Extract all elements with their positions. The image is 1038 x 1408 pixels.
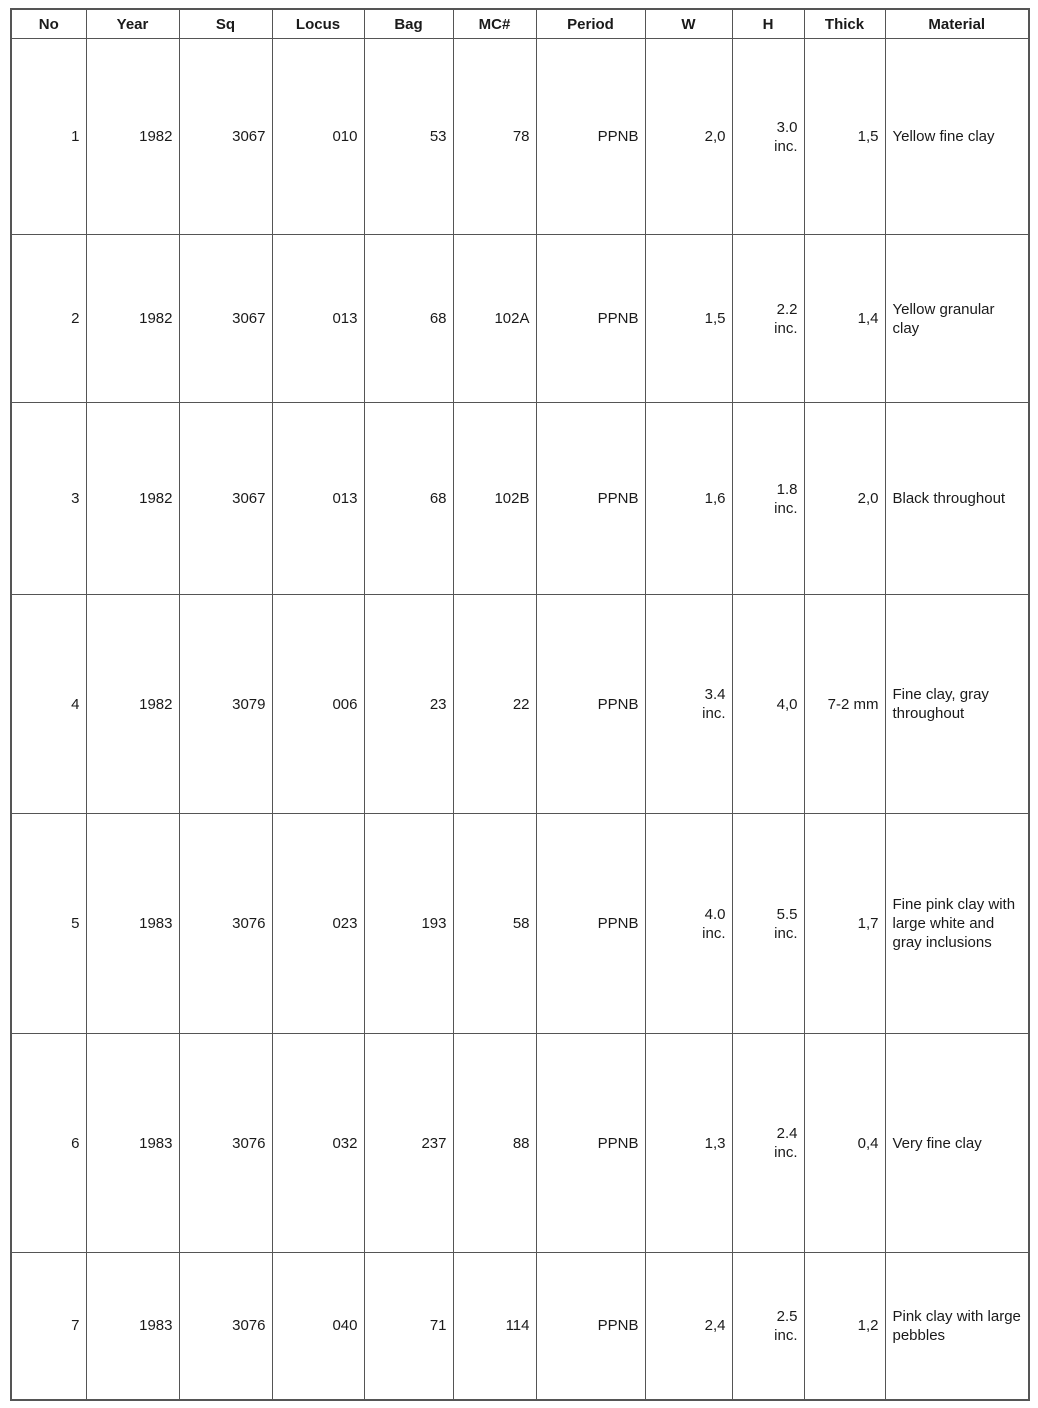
cell-w-note: inc.	[702, 924, 726, 942]
column-header-year: Year	[86, 9, 179, 39]
cell-h-note: inc.	[774, 1326, 798, 1344]
cell-bag-value: 237	[421, 1134, 447, 1152]
cell-year	[86, 595, 179, 814]
column-header-w: W	[645, 9, 732, 39]
cell-mc-value: 102A	[494, 310, 530, 327]
cell-period	[536, 235, 645, 403]
cell-sq-value: 3076	[232, 1317, 266, 1335]
cell-sq	[179, 814, 272, 1034]
cell-year-value: 1983	[139, 1317, 173, 1335]
cell-h-value: 2.2	[776, 300, 798, 318]
cell-year	[86, 814, 179, 1034]
cell-h	[732, 403, 804, 595]
cell-sq-value: 3067	[232, 310, 266, 327]
cell-bag-value: 53	[429, 128, 447, 145]
header-row	[11, 9, 1029, 39]
cell-mc	[453, 403, 536, 595]
cell-year	[86, 1253, 179, 1400]
cell-material	[885, 595, 1029, 814]
cell-h	[732, 235, 804, 403]
cell-w	[645, 814, 732, 1034]
cell-period	[536, 1253, 645, 1400]
cell-h-value: 2.5	[776, 1307, 798, 1325]
cell-thick-value: 1,2	[857, 1317, 879, 1335]
cell-material	[885, 814, 1029, 1034]
cell-h	[732, 595, 804, 814]
cell-locus-value: 013	[332, 310, 358, 327]
cell-mc	[453, 1253, 536, 1400]
cell-mc-value: 114	[505, 1317, 530, 1335]
cell-w	[645, 235, 732, 403]
cell-h-note: inc.	[774, 924, 798, 942]
cell-thick	[804, 814, 885, 1034]
cell-sq	[179, 1034, 272, 1253]
cell-sq-value: 3067	[232, 128, 266, 145]
cell-sq	[179, 1253, 272, 1400]
cell-thick-value: 1,4	[857, 310, 879, 327]
cell-locus	[272, 235, 364, 403]
cell-locus	[272, 595, 364, 814]
cell-mc	[453, 1034, 536, 1253]
cell-locus	[272, 1253, 364, 1400]
cell-material	[885, 1253, 1029, 1400]
cell-bag-value: 23	[429, 695, 447, 713]
cell-w	[645, 1253, 732, 1400]
cell-h-value: 5.5	[776, 905, 798, 923]
cell-year-value: 1983	[139, 915, 173, 932]
cell-period-value: PPNB	[597, 695, 639, 713]
cell-period-value: PPNB	[597, 128, 639, 145]
cell-bag-value: 68	[429, 490, 447, 507]
cell-bag	[364, 1253, 453, 1400]
column-header-locus: Locus	[272, 9, 364, 39]
cell-no-value: 2	[71, 310, 80, 327]
cell-period-value: PPNB	[597, 915, 639, 932]
table-row	[11, 235, 1029, 403]
cell-w-value: 1,6	[704, 490, 726, 507]
cell-material-value: Fine clay, gray throughout	[892, 686, 989, 722]
cell-bag	[364, 403, 453, 595]
column-header-no: No	[11, 9, 86, 39]
cell-bag-value: 71	[429, 1317, 447, 1335]
cell-thick-value: 7-2 mm	[827, 695, 879, 713]
cell-h-value: 4,0	[776, 695, 798, 713]
cell-locus-value: 010	[332, 128, 358, 145]
cell-locus-value: 013	[332, 490, 358, 507]
cell-material	[885, 235, 1029, 403]
column-header-material: Material	[885, 9, 1029, 39]
cell-h-note: inc.	[774, 499, 798, 517]
cell-material	[885, 1034, 1029, 1253]
cell-period-value: PPNB	[597, 1317, 639, 1335]
cell-no	[11, 1253, 86, 1400]
cell-w	[645, 403, 732, 595]
cell-material-value: Very fine clay	[892, 1134, 982, 1152]
cell-h	[732, 814, 804, 1034]
cell-mc	[453, 235, 536, 403]
cell-mc-value: 88	[512, 1134, 530, 1152]
cell-h-note: inc.	[774, 1144, 798, 1161]
table-row	[11, 595, 1029, 814]
cell-year	[86, 235, 179, 403]
cell-year-value: 1982	[139, 310, 173, 327]
cell-no	[11, 403, 86, 595]
cell-thick	[804, 235, 885, 403]
cell-w-value: 1,5	[704, 310, 726, 327]
cell-period-value: PPNB	[597, 490, 639, 507]
table-row	[11, 1253, 1029, 1400]
column-header-bag: Bag	[364, 9, 453, 39]
cell-mc-value: 102B	[494, 490, 530, 507]
cell-w-value: 2,0	[704, 128, 726, 145]
cell-h	[732, 1253, 804, 1400]
cell-year-value: 1983	[139, 1134, 173, 1152]
table-row	[11, 814, 1029, 1034]
cell-material-value: Yellow fine clay	[892, 128, 995, 145]
cell-no-value: 1	[71, 128, 80, 145]
cell-no	[11, 814, 86, 1034]
cell-h	[732, 39, 804, 235]
cell-h-value: 1.8	[776, 480, 798, 498]
cell-mc	[453, 595, 536, 814]
cell-locus-value: 032	[332, 1134, 358, 1152]
artifact-table	[10, 8, 1030, 1401]
cell-no-value: 7	[71, 1317, 80, 1335]
cell-mc-value: 58	[512, 915, 530, 932]
cell-h	[732, 1034, 804, 1253]
cell-sq	[179, 39, 272, 235]
cell-bag	[364, 814, 453, 1034]
cell-sq	[179, 235, 272, 403]
cell-period	[536, 814, 645, 1034]
cell-thick-value: 1,7	[857, 915, 879, 932]
cell-mc-value: 22	[512, 695, 530, 713]
cell-material	[885, 403, 1029, 595]
cell-material-value: Pink clay with large pebbles	[892, 1307, 1021, 1344]
cell-sq-value: 3076	[232, 915, 266, 932]
cell-w	[645, 39, 732, 235]
cell-year	[86, 403, 179, 595]
column-header-sq: Sq	[179, 9, 272, 39]
cell-w	[645, 1034, 732, 1253]
cell-period	[536, 1034, 645, 1253]
cell-w-value: 3.4	[704, 686, 726, 703]
cell-thick-value: 0,4	[857, 1134, 879, 1152]
cell-locus-value: 023	[332, 915, 358, 932]
cell-mc-value: 78	[512, 128, 530, 145]
cell-bag	[364, 595, 453, 814]
cell-no-value: 5	[71, 915, 80, 932]
cell-sq-value: 3076	[232, 1134, 266, 1152]
cell-bag	[364, 39, 453, 235]
cell-h-note: inc.	[774, 137, 798, 155]
table-row	[11, 403, 1029, 595]
cell-material-value: Fine pink clay with large white and gray inclusions	[892, 896, 1016, 951]
cell-period	[536, 595, 645, 814]
cell-year-value: 1982	[139, 490, 173, 507]
cell-w	[645, 595, 732, 814]
cell-period-value: PPNB	[597, 1134, 639, 1152]
column-header-period: Period	[536, 9, 645, 39]
table-row	[11, 39, 1029, 235]
cell-w-value: 1,3	[704, 1134, 726, 1152]
cell-h-note: inc.	[774, 319, 798, 337]
cell-locus	[272, 1034, 364, 1253]
cell-locus	[272, 403, 364, 595]
cell-year	[86, 1034, 179, 1253]
column-header-mc: MC#	[453, 9, 536, 39]
cell-thick	[804, 1253, 885, 1400]
cell-thick	[804, 39, 885, 235]
cell-locus-value: 040	[332, 1317, 358, 1335]
cell-w-note: inc.	[702, 705, 726, 722]
cell-thick	[804, 1034, 885, 1253]
cell-mc	[453, 814, 536, 1034]
cell-sq	[179, 403, 272, 595]
cell-bag	[364, 1034, 453, 1253]
table-row	[11, 1034, 1029, 1253]
cell-no-value: 4	[71, 695, 80, 713]
cell-no	[11, 1034, 86, 1253]
cell-no	[11, 39, 86, 235]
cell-locus	[272, 814, 364, 1034]
cell-no	[11, 235, 86, 403]
cell-bag-value: 68	[429, 310, 447, 327]
cell-h-value: 2.4	[776, 1125, 798, 1142]
cell-sq-value: 3067	[232, 490, 266, 507]
cell-material-value: Yellow granular clay	[892, 300, 995, 337]
cell-thick	[804, 403, 885, 595]
cell-sq-value: 3079	[232, 695, 266, 713]
cell-locus	[272, 39, 364, 235]
cell-material-value: Black throughout	[892, 490, 1006, 507]
cell-mc	[453, 39, 536, 235]
cell-thick-value: 2,0	[857, 490, 879, 507]
column-header-thick: Thick	[804, 9, 885, 39]
cell-locus-value: 006	[332, 695, 358, 713]
cell-bag-value: 193	[421, 915, 447, 932]
column-header-h: H	[732, 9, 804, 39]
cell-year-value: 1982	[139, 695, 173, 713]
cell-period-value: PPNB	[597, 310, 639, 327]
cell-material	[885, 39, 1029, 235]
cell-thick	[804, 595, 885, 814]
cell-h-value: 3.0	[776, 118, 798, 136]
cell-w-value: 4.0	[704, 905, 726, 923]
cell-w-value: 2,4	[704, 1317, 726, 1335]
cell-no-value: 3	[71, 490, 80, 507]
cell-year-value: 1982	[139, 128, 173, 145]
cell-period	[536, 39, 645, 235]
cell-period	[536, 403, 645, 595]
cell-sq	[179, 595, 272, 814]
cell-bag	[364, 235, 453, 403]
cell-no-value: 6	[71, 1134, 80, 1152]
cell-year	[86, 39, 179, 235]
cell-no	[11, 595, 86, 814]
cell-thick-value: 1,5	[857, 128, 879, 145]
